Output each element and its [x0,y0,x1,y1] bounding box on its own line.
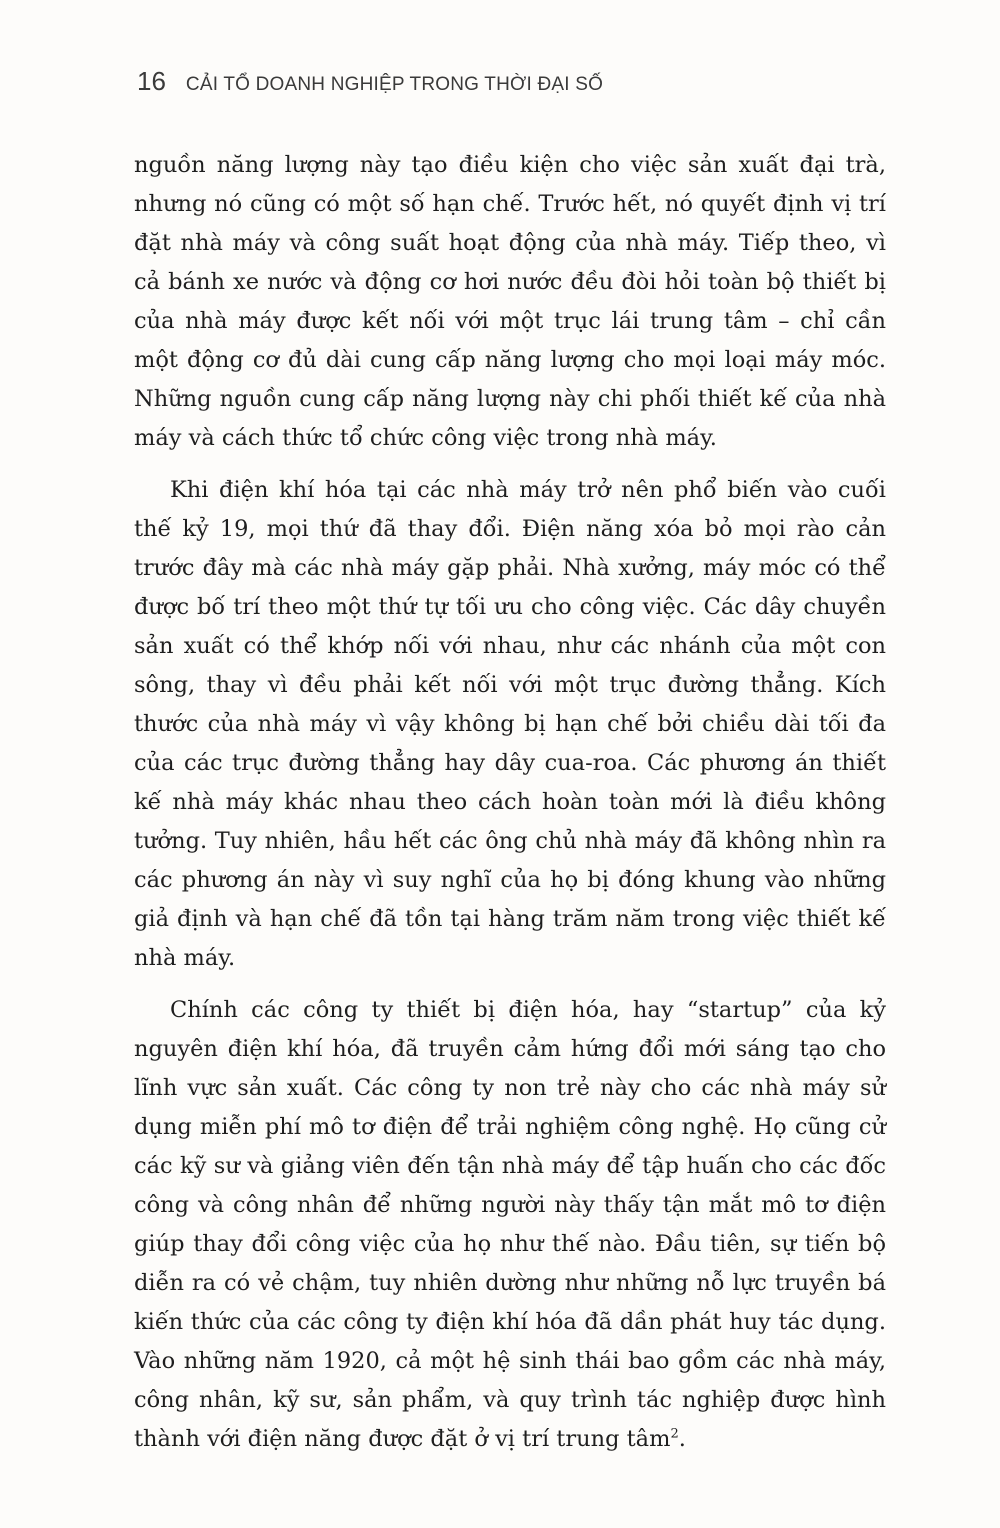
footnote-marker: 2 [670,1426,679,1442]
paragraph-text: nguồn năng lượng này tạo điều kiện cho việc sản xuất đại trà, nhưng nó cũng có một số hạn chế. Trước hết, nó quyết định vị trí đặt nhà máy và công suất hoạt động của nhà máy. Tiếp theo, vì cả bánh xe nước và động cơ hơi nước đều đòi hỏi toàn bộ thiết bị của nhà máy được kết nối với một trục lái trung tâm – chỉ cần một động cơ đủ dài cung cấp năng lượng cho mọi loại máy móc. Những nguồn cung cấp năng lượng này chi phối thiết kế của nhà máy và cách thức tổ chức công việc trong nhà máy. [134,152,886,451]
paragraph-electrification [134,471,886,978]
page-number: 16 [137,66,166,96]
running-head [137,66,603,97]
book-title: CẢI TỔ DOANH NGHIỆP TRONG THỜI ĐẠI SỐ [185,74,604,95]
paragraph-startups [134,991,886,1459]
paragraph-text: Khi điện khí hóa tại các nhà máy trở nên phổ biến vào cuối thế kỷ 19, mọi thứ đã thay đổi. Điện năng xóa bỏ mọi rào cản trước đây mà các nhà máy gặp phải. Nhà xưởng, máy móc có thể được bố trí theo một thứ tự tối ưu cho công việc. Các dây chuyền sản xuất có thể khớp nối với nhau, như các nhánh của một con sông, thay vì đều phải kết nối với một trục đường thẳng. Kích thước của nhà máy vì vậy không bị hạn chế bởi chiều dài tối đa của các trục đường thẳng hay dây cua-roa. Các phương án thiết kế nhà máy khác nhau theo cách hoàn toàn mới là điều không tưởng. Tuy nhiên, hầu hết các ông chủ nhà máy đã không nhìn ra các phương án này vì suy nghĩ của họ bị đóng khung vào những giả định và hạn chế đã tồn tại hàng trăm năm trong việc thiết kế nhà máy. [134,477,886,971]
final-punctuation: . [678,1426,686,1452]
paragraph-text: Chính các công ty thiết bị điện hóa, hay “startup” của kỷ nguyên điện khí hóa, đã truyền cảm hứng đổi mới sáng tạo cho lĩnh vực sản xuất. Các công ty non trẻ này cho các nhà máy sử dụng miễn phí mô tơ điện để trải nghiệm công nghệ. Họ cũng cử các kỹ sư và giảng viên đến tận nhà máy để tập huấn cho các đốc công và công nhân để những người này thấy tận mắt mô tơ điện giúp thay đổi công việc của họ như thế nào. Đầu tiên, sự tiến bộ diễn ra có vẻ chậm, tuy nhiên dường như những nỗ lực truyền bá kiến thức của các công ty điện khí hóa đã dần phát huy tác dụng. Vào những năm 1920, cả một hệ sinh thái bao gồm các nhà máy, công nhân, kỹ sư, sản phẩm, và quy trình tác nghiệp được hình thành với điện năng được đặt ở vị trí trung tâm [134,997,886,1452]
paragraph-continued [134,146,886,458]
body-text [134,146,886,1472]
